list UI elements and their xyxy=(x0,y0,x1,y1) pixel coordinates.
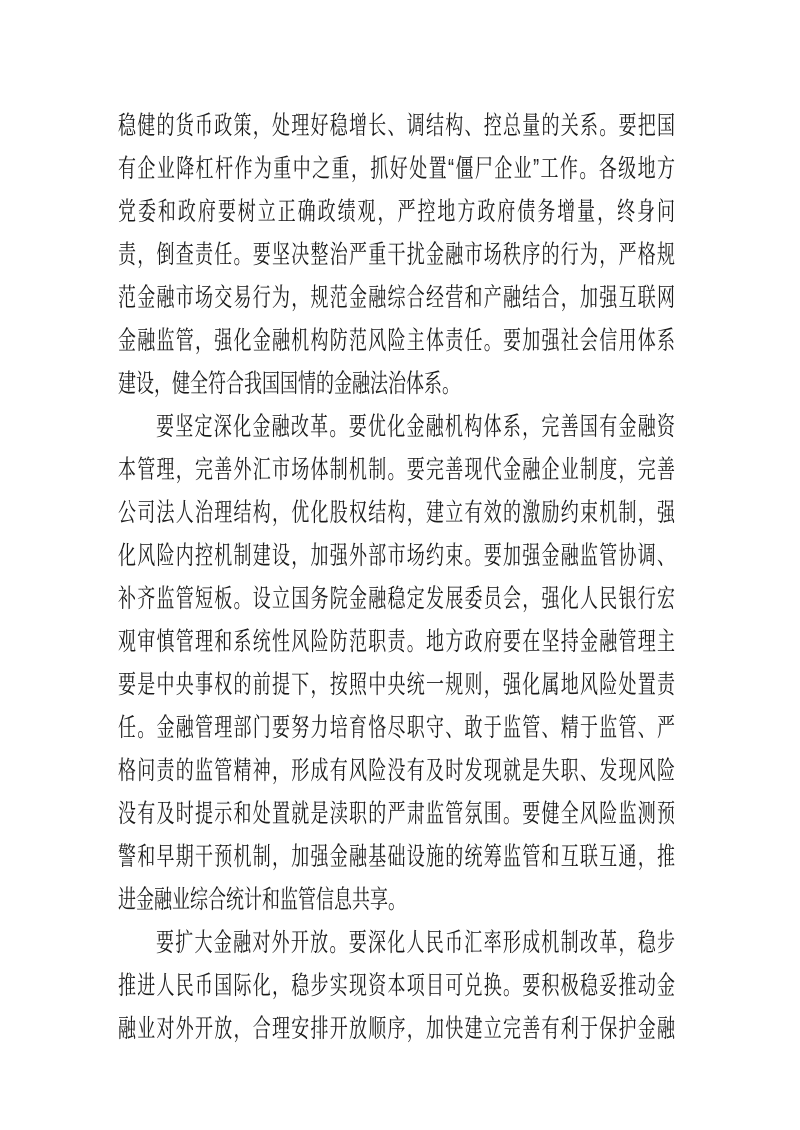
text-line: 有企业降杠杆作为重中之重，抓好处置“僵尸企业”工作。各级地方 xyxy=(118,154,675,183)
text-line: 推进人民币国际化，稳步实现资本项目可兑换。要积极稳妥推动金 xyxy=(118,971,675,1000)
text-line: 建设，健全符合我国国情的金融法治体系。 xyxy=(118,369,460,398)
text-line: 观审慎管理和系统性风险防范职责。地方政府要在坚持金融管理主 xyxy=(118,627,675,656)
text-line: 化风险内控机制建设，加强外部市场约束。要加强金融监管协调、 xyxy=(118,541,675,570)
text-line: 进金融业综合统计和监管信息共享。 xyxy=(118,885,406,914)
text-line: 稳健的货币政策，处理好稳增长、调结构、控总量的关系。要把国 xyxy=(118,111,675,140)
text-line: 补齐监管短板。设立国务院金融稳定发展委员会，强化人民银行宏 xyxy=(118,584,675,613)
text-line: 任。金融管理部门要努力培育恪尽职守、敢于监管、精于监管、严 xyxy=(118,713,675,742)
text-line: 责，倒查责任。要坚决整治严重干扰金融市场秩序的行为，严格规 xyxy=(118,240,675,269)
text-line: 要扩大金融对外开放。要深化人民币汇率形成机制改革，稳步 xyxy=(156,928,675,957)
text-line: 融业对外开放，合理安排开放顺序，加快建立完善有利于保护金融 xyxy=(118,1014,675,1043)
text-line: 没有及时提示和处置就是渎职的严肃监管氛围。要健全风险监测预 xyxy=(118,799,675,828)
text-line: 范金融市场交易行为，规范金融综合经营和产融结合，加强互联网 xyxy=(118,283,675,312)
text-line: 党委和政府要树立正确政绩观，严控地方政府债务增量，终身问 xyxy=(118,197,675,226)
text-line: 本管理，完善外汇市场体制机制。要完善现代金融企业制度，完善 xyxy=(118,455,675,484)
text-line: 要是中央事权的前提下，按照中央统一规则，强化属地风险处置责 xyxy=(118,670,675,699)
text-line: 金融监管，强化金融机构防范风险主体责任。要加强社会信用体系 xyxy=(118,326,675,355)
text-line: 要坚定深化金融改革。要优化金融机构体系，完善国有金融资 xyxy=(156,412,675,441)
text-block xyxy=(118,104,675,1050)
text-line: 格问责的监管精神，形成有风险没有及时发现就是失职、发现风险 xyxy=(118,756,675,785)
text-line: 警和早期干预机制，加强金融基础设施的统筹监管和互联互通，推 xyxy=(118,842,675,871)
text-line: 公司法人治理结构，优化股权结构，建立有效的激励约束机制，强 xyxy=(118,498,675,527)
